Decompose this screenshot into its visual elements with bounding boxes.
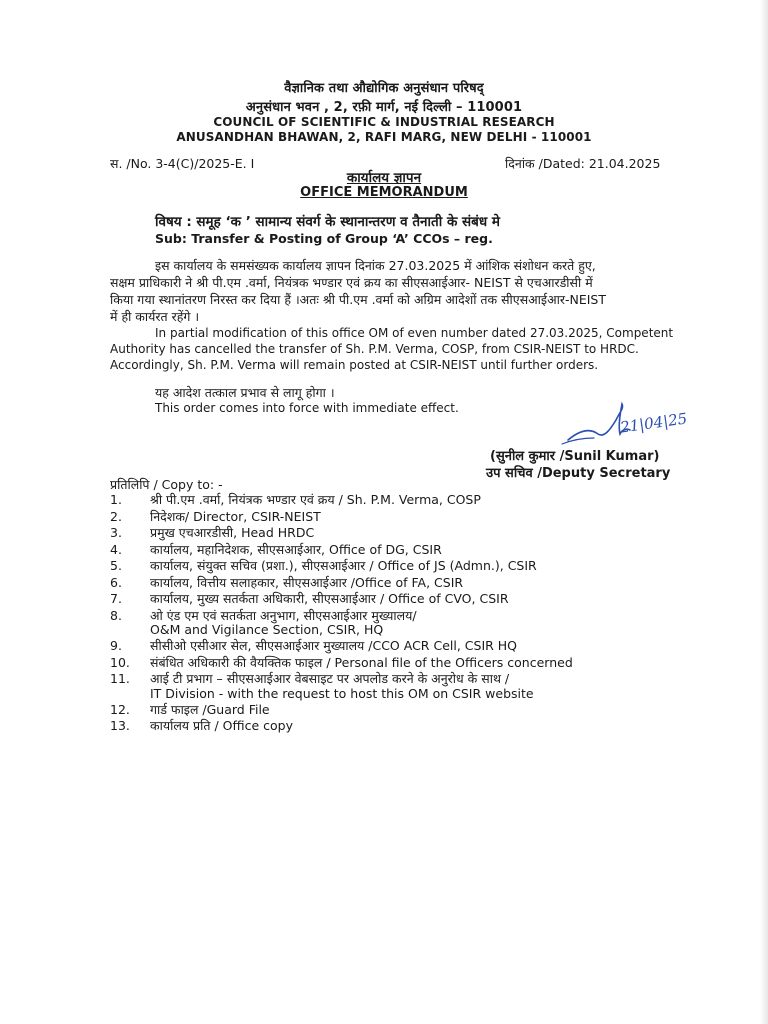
copy-to-item-text: आई टी प्रभाग – सीएसआईआर वेबसाइट पर अपलोड करने के अनुरोध के साथ / <box>150 671 510 686</box>
body-english-line: Authority has cancelled the transfer of Sh. P.M. Verma, COSP, from CSIR-NEIST to HRDC. <box>110 342 639 356</box>
copy-to-item-text: गार्ड फाइल /Guard File <box>150 701 270 717</box>
header-org-hindi: वैज्ञानिक तथा औद्योगिक अनुसंधान परिषद् <box>284 81 484 96</box>
body-hindi-line: किया गया स्थानांतरण निरस्त कर दिया हैं ।अतः श्री पी.एम .वर्मा को अग्रिम आदेशों तक सीएसआईआर-NEIST <box>110 292 606 307</box>
body-hindi-line: में ही कार्यरत रहेंगे । <box>110 309 200 324</box>
copy-to-item-number: 9. <box>110 638 122 653</box>
copy-to-item-text: संबंधित अधिकारी की वैयक्तिक फाइल / Personal file of the Officers concerned <box>150 654 573 670</box>
copy-to-item-number: 7. <box>110 591 122 606</box>
copy-to-item-text: कार्यालय, वित्तीय सलाहकार, सीएसआईआर /Office of FA, CSIR <box>150 574 464 590</box>
reference-number: स. /No. 3-4(C)/2025-E. I <box>110 156 255 171</box>
copy-to-item <box>110 558 537 574</box>
subject-hindi: विषय : समूह ‘क ’ सामान्य संवर्ग के स्थानान्तरण व तैनाती के संबंध मे <box>155 214 500 230</box>
copy-to-item-number: 10. <box>110 654 130 670</box>
copy-to-item-number: 12. <box>110 701 130 717</box>
title-english: OFFICE MEMORANDUM <box>300 185 468 200</box>
title-hindi: कार्यालय ज्ञापन <box>346 170 422 186</box>
body-english-line: Accordingly, Sh. P.M. Verma will remain posted at CSIR-NEIST until further orders. <box>110 358 599 372</box>
copy-to-item <box>110 542 442 558</box>
copy-to-label: प्रतिलिपि / Copy to: - <box>110 477 223 492</box>
copy-to-item-text: कार्यालय प्रति / Office copy <box>150 718 293 733</box>
copy-to-item-text: ओ एंड एम एवं सतर्कता अनुभाग, सीएसआईआर मुख्यालय/ <box>150 607 417 623</box>
copy-to-item-text: कार्यालय, मुख्य सतर्कता अधिकारी, सीएसआईआर / Office of CVO, CSIR <box>150 591 509 606</box>
copy-to-item-number: 11. <box>110 671 130 686</box>
effect-hindi: यह आदेश तत्काल प्रभाव से लागू होगा । <box>155 385 335 400</box>
copy-to-item-text: कार्यालय, संयुक्त सचिव (प्रशा.), सीएसआईआर / Office of JS (Admn.), CSIR <box>150 558 537 573</box>
copy-to-item <box>110 509 321 525</box>
copy-to-item-number: 4. <box>110 541 122 557</box>
effect-english: This order comes into force with immediate effect. <box>155 401 459 415</box>
copy-to-item-number: 2. <box>110 508 122 524</box>
page-edge-shadow <box>760 0 768 1024</box>
copy-to-item <box>110 591 509 607</box>
copy-to-item-text: निदेशक/ Director, CSIR-NEIST <box>150 508 321 524</box>
copy-to-item <box>110 718 293 734</box>
copy-to-item <box>110 525 314 541</box>
copy-to-item-continuation: O&M and Vigilance Section, CSIR, HQ <box>150 622 384 637</box>
copy-to-item-continuation: IT Division - with the request to host this OM on CSIR website <box>150 685 534 701</box>
body-hindi-line: इस कार्यालय के समसंख्यक कार्यालय ज्ञापन दिनांक 27.03.2025 में आंशिक संशोधन करते हुए, <box>155 258 596 273</box>
signatory-designation: उप सचिव /Deputy Secretary <box>486 466 671 481</box>
copy-to-item-text: सीसीओ एसीआर सेल, सीएसआईआर मुख्यालय /CCO ACR Cell, CSIR HQ <box>150 638 518 653</box>
copy-to-item <box>110 492 481 508</box>
copy-to-item-number: 1. <box>110 492 122 507</box>
copy-to-item <box>110 638 517 654</box>
copy-to-item <box>110 702 270 718</box>
signature-handwritten-date: 21|04|25 <box>619 409 689 437</box>
copy-to-item-number: 3. <box>110 525 122 540</box>
subject-english: Sub: Transfer & Posting of Group ‘A’ CCOs – reg. <box>155 231 493 246</box>
copy-to-item-text: श्री पी.एम .वर्मा, नियंत्रक भण्डार एवं क्रय / Sh. P.M. Verma, COSP <box>150 492 481 507</box>
header-address-hindi: अनुसंधान भवन , 2, रफ़ी मार्ग, नई दिल्ली – 110001 <box>245 100 523 115</box>
copy-to-item <box>110 655 573 671</box>
memo-date: दिनांक /Dated: 21.04.2025 <box>505 156 661 171</box>
body-hindi-line: सक्षम प्राधिकारी ने श्री पी.एम .वर्मा, नियंत्रक भण्डार एवं क्रय का सीएसआईआर- NEIST से एचआरडीसी में <box>110 275 593 290</box>
body-english-line: In partial modification of this office OM of even number dated 27.03.2025, Competent <box>155 326 674 340</box>
signatory-name: (सुनील कुमार /Sunil Kumar) <box>490 449 660 464</box>
copy-to-item-text: कार्यालय, महानिदेशक, सीएसआईआर, Office of DG, CSIR <box>150 541 442 557</box>
copy-to-item-number: 6. <box>110 574 122 590</box>
header-address-english: ANUSANDHAN BHAWAN, 2, RAFI MARG, NEW DELHI - 110001 <box>176 130 592 144</box>
copy-to-item-number: 8. <box>110 607 122 623</box>
copy-to-item <box>110 575 463 591</box>
copy-to-item-number: 13. <box>110 718 130 733</box>
header-org-english: COUNCIL OF SCIENTIFIC & INDUSTRIAL RESEARCH <box>213 115 555 129</box>
copy-to-item-text: प्रमुख एचआरडीसी, Head HRDC <box>150 525 315 540</box>
copy-to-item-number: 5. <box>110 558 122 573</box>
